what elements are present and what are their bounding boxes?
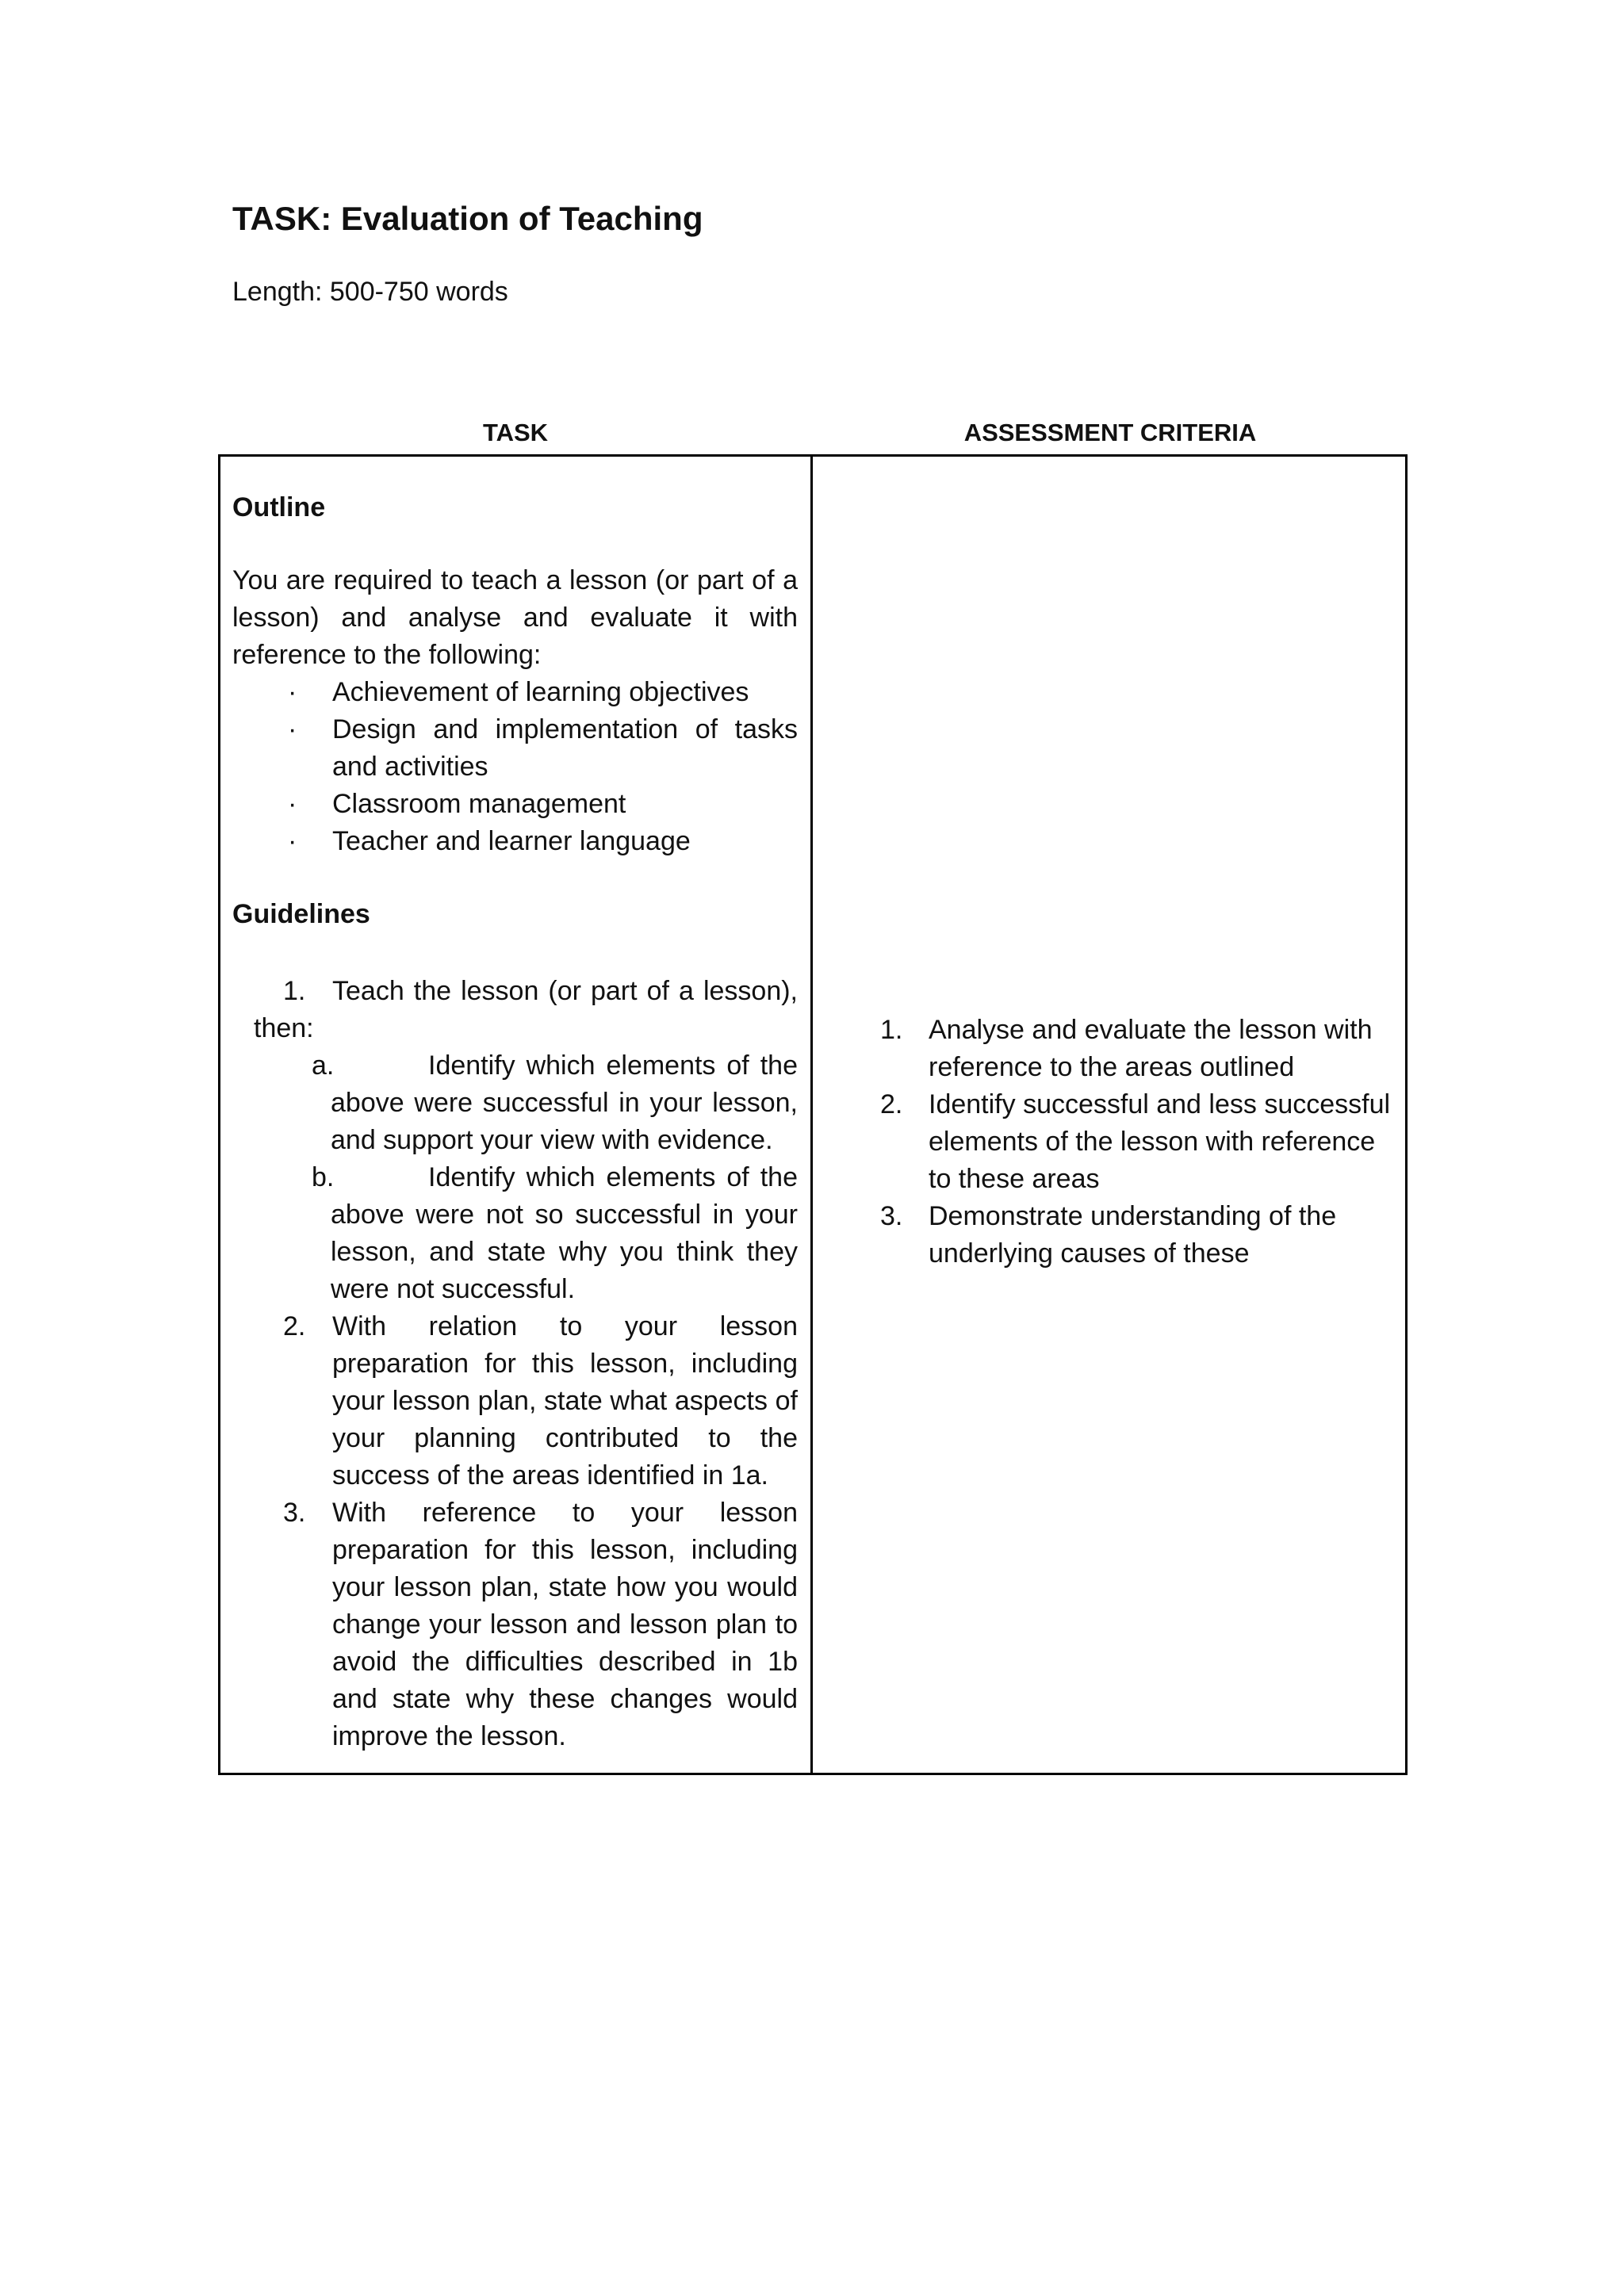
- guideline-subitem-a: [232, 1047, 798, 1159]
- guidelines-heading: Guidelines: [232, 899, 370, 929]
- outline-item: [232, 786, 798, 823]
- outline-list: [232, 674, 798, 860]
- guideline-number: 1.: [283, 976, 306, 1006]
- guideline-item-3: [232, 1494, 798, 1755]
- outline-item: [232, 674, 798, 711]
- criteria-list: [813, 1012, 1396, 1272]
- assessment-criteria-cell: [813, 457, 1405, 1773]
- guideline-subitem-b: [232, 1159, 798, 1308]
- guideline-text: With reference to your lesson preparation for this lesson, including your lesson plan, state how you would change your lesson and lesson plan to avoid the difficulties described in 1b and state why these changes would improve the lesson.: [332, 1498, 798, 1751]
- guideline-subitem-letter: b.: [312, 1162, 335, 1192]
- column-header-task: TASK: [482, 419, 549, 446]
- bullet-marker: ·: [288, 789, 297, 819]
- guideline-item-2: [232, 1308, 798, 1494]
- length-requirement: Length: 500-750 words: [232, 277, 508, 307]
- table-header-row: [218, 414, 1408, 451]
- outline-item: [232, 711, 798, 786]
- criteria-item-text: Identify successful and less successful elements of the lesson with reference to these areas: [929, 1089, 1391, 1194]
- guideline-number: 2.: [283, 1311, 306, 1341]
- guideline-text: With relation to your lesson preparation for this lesson, including your lesson plan, state what aspects of your planning contributed to the success of the areas identified in 1a.: [332, 1311, 798, 1490]
- guideline-subitem-letter: a.: [312, 1050, 335, 1081]
- guideline-text: Teach the lesson (or part of a lesson), then:: [254, 976, 798, 1043]
- task-table: [218, 454, 1408, 1775]
- column-header-assessment-criteria: ASSESSMENT CRITERIA: [963, 419, 1257, 446]
- outline-item-text: Design and implementation of tasks and activities: [332, 714, 798, 782]
- outline-item: [232, 823, 798, 860]
- criteria-item-number: 2.: [880, 1089, 903, 1119]
- outline-item-text: Achievement of learning objectives: [332, 677, 749, 707]
- outline-item-text: Classroom management: [332, 789, 626, 819]
- criteria-item: [813, 1198, 1396, 1272]
- criteria-item: [813, 1012, 1396, 1086]
- criteria-item-number: 3.: [880, 1201, 903, 1231]
- bullet-marker: ·: [288, 714, 297, 744]
- document-title: TASK: Evaluation of Teaching: [232, 200, 703, 237]
- criteria-item-text: Analyse and evaluate the lesson with reference to the areas outlined: [929, 1015, 1373, 1082]
- task-cell: [220, 457, 813, 1773]
- bullet-marker: ·: [288, 677, 297, 707]
- guideline-number: 3.: [283, 1498, 306, 1528]
- guideline-subitem-text: Identify which elements of the above were not so successful in your lesson, and state why you think they were not successful.: [331, 1162, 798, 1304]
- criteria-item: [813, 1086, 1396, 1198]
- bullet-marker: ·: [288, 826, 297, 856]
- outline-intro: You are required to teach a lesson (or part of a lesson) and analyse and evaluate it with reference to the following:: [232, 565, 798, 670]
- outline-heading: Outline: [232, 492, 326, 522]
- guideline-subitem-text: Identify which elements of the above were successful in your lesson, and support your view with evidence.: [331, 1050, 798, 1155]
- criteria-item-number: 1.: [880, 1015, 903, 1045]
- guideline-item-1: [232, 973, 798, 1047]
- outline-item-text: Teacher and learner language: [332, 826, 691, 856]
- criteria-item-text: Demonstrate understanding of the underlying causes of these: [929, 1201, 1337, 1269]
